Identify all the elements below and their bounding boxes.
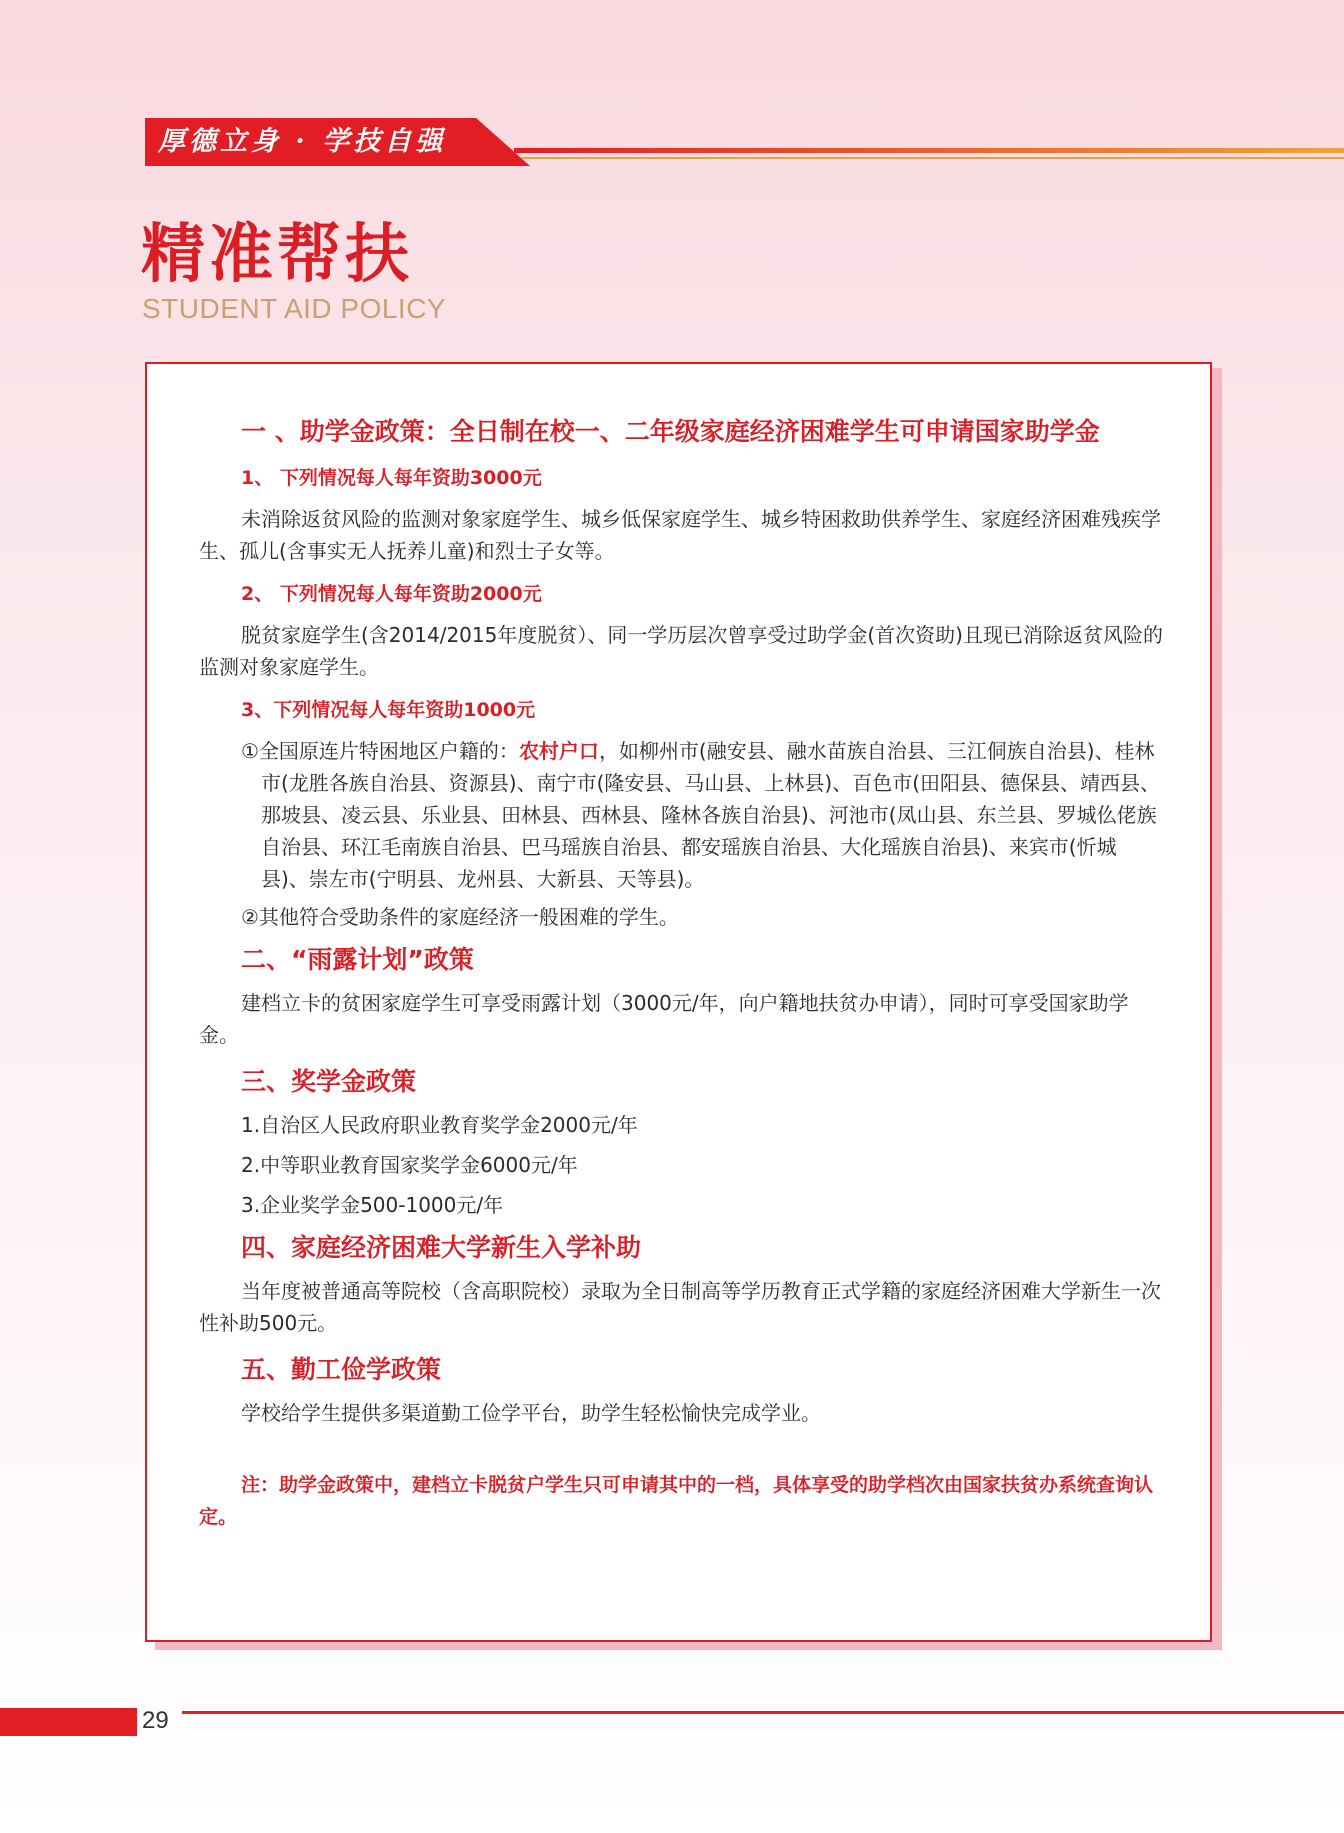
section-5-heading: 五、勤工俭学政策: [241, 1355, 442, 1384]
header-rule-thin: [522, 157, 1344, 159]
policy-note: 注：助学金政策中，建档立卡脱贫户学生只可申请其中的一档，具体享受的助学档次由国家扶贫办系统查询认定。: [199, 1474, 1154, 1528]
scholarship-item: 3.企业奖学金500-1000元/年: [241, 1193, 504, 1217]
section-4-heading: 四、家庭经济困难大学新生入学补助: [241, 1233, 642, 1262]
tier-1-title: 1、 下列情况每人每年资助3000元: [241, 467, 542, 489]
footer-bar: [0, 1708, 137, 1736]
rural-hukou-highlight: 农村户口: [518, 739, 599, 763]
scholarship-item: 2.中等职业教育国家奖学金6000元/年: [241, 1153, 578, 1177]
policy-content: [199, 409, 1164, 1533]
motto-text: 厚德立身 · 学技自强: [158, 126, 447, 157]
tier-2-title: 2、 下列情况每人每年资助2000元: [241, 583, 542, 605]
header-rule: [514, 148, 1344, 153]
section-2-body: 建档立卡的贫困家庭学生可享受雨露计划（3000元/年，向户籍地扶贫办申请），同时可享受国家助学金。: [199, 991, 1129, 1047]
footer-rule: [182, 1711, 1344, 1714]
tier-3-item-2: ②其他符合受助条件的家庭经济一般困难的学生。: [241, 905, 679, 929]
tier-3-title: 3、下列情况每人每年资助1000元: [241, 699, 536, 721]
page-title: 精准帮扶: [141, 218, 413, 292]
tier-3-item-1-prefix: ①全国原连片特困地区户籍的：: [241, 739, 519, 763]
section-5-body: 学校给学生提供多渠道勤工俭学平台，助学生轻松愉快完成学业。: [241, 1401, 821, 1425]
tier-3-item-1: [199, 735, 1164, 895]
section-4-body: 当年度被普通高等院校（含高职院校）录取为全日制高等学历教育正式学籍的家庭经济困难大学新生一次性补助500元。: [199, 1279, 1161, 1335]
tier-2-body: 脱贫家庭学生(含2014/2015年度脱贫）、同一学历层次曾享受过助学金(首次资助)且现已消除返贫风险的监测对象家庭学生。: [199, 623, 1163, 679]
page-subtitle: STUDENT AID POLICY: [142, 293, 447, 324]
page-number: 29: [142, 1707, 169, 1734]
scholarship-item: 1.自治区人民政府职业教育奖学金2000元/年: [241, 1113, 638, 1137]
tier-3-item-1-rest: ，如柳州市(融安县、融水苗族自治县、三江侗族自治县)、桂林市(龙胜各族自治县、资源县)、南宁市(隆安县、马山县、上林县)、百色市(田阳县、德保县、靖西县、那坡县、凌云县、乐业县、田林县、西林县、隆林各族自治县)、河池市(凤山县、东兰县、罗城仫佬族自治县、环江毛南族自治县、巴马瑶族自治县、都安瑶族自治县、大化瑶族自治县)、来宾市(忻城县)、崇左市(宁明县、龙州县、大新县、天等县)。: [261, 739, 1161, 891]
section-3-heading: 三、奖学金政策: [241, 1067, 417, 1096]
section-2-heading: 二、“雨露计划”政策: [241, 945, 474, 974]
tier-1-body: 未消除返贫风险的监测对象家庭学生、城乡低保家庭学生、城乡特困救助供养学生、家庭经济困难残疾学生、孤儿(含事实无人抚养儿童)和烈士子女等。: [199, 507, 1161, 563]
section-1-heading: 一 、助学金政策：全日制在校一、二年级家庭经济困难学生可申请国家助学金: [241, 417, 1100, 446]
policy-card: [145, 362, 1212, 1642]
